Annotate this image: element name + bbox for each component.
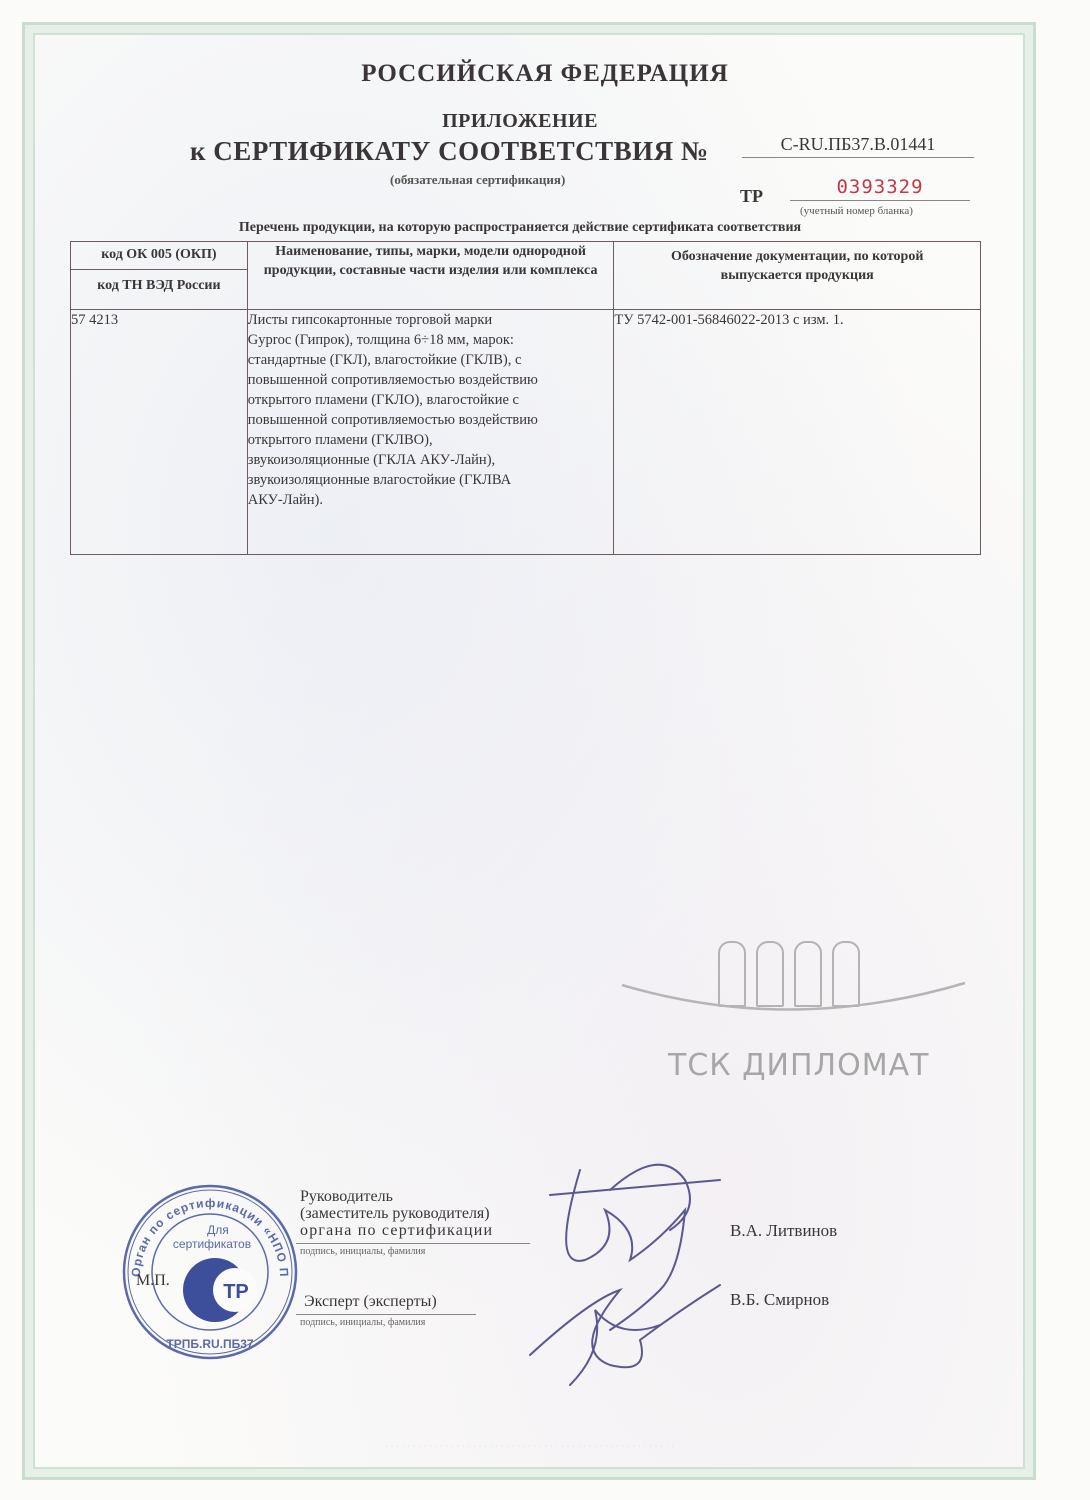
head-label-1: Руководитель [300, 1188, 393, 1205]
product-documentation: ТУ 5742-001-56846022-2013 с изм. 1. [614, 310, 981, 555]
product-name-line: АКУ-Лайн). [247, 492, 323, 508]
product-name-line: открытого пламени (ГКЛВО), [247, 432, 433, 448]
head-caption: подпись, инициалы, фамилия [300, 1246, 426, 1257]
svg-text:ТРПБ.RU.ПБ37: ТРПБ.RU.ПБ37 [166, 1337, 254, 1351]
table-header-row [71, 242, 981, 310]
expert-name: В.Б. Смирнов [730, 1290, 830, 1309]
svg-text:Орган по сертификации «НПО ПОЖ: Орган по сертификации «НПО П [128, 1195, 292, 1278]
table-row [71, 310, 981, 555]
product-name-line: Gyproc (Гипрок), толщина 6÷18 мм, марок: [247, 332, 514, 348]
product-table [70, 241, 981, 555]
head-label-2: (заместитель руководителя) [300, 1205, 490, 1222]
blank-number-caption: (учетный номер бланка) [800, 205, 913, 217]
product-name-line: звукоизоляционные (ГКЛА АКУ-Лайн), [247, 452, 496, 468]
handwritten-signatures [510, 1150, 740, 1390]
product-name-line: звукоизоляционные влагостойкие (ГКЛВА [247, 472, 512, 488]
product-name-line: повышенной сопротивляемостью воздействию [247, 412, 538, 428]
product-name-header: Наименование, типы, марки, модели однородной продукции, составные части изделия или комплекса [247, 242, 614, 310]
diplomat-logo-graphic [620, 935, 970, 1025]
product-name [247, 310, 614, 555]
expert-label: Эксперт (эксперты) [304, 1293, 437, 1310]
head-name: В.А. Литвинов [730, 1221, 838, 1240]
frame-microtext: · · · · · · · · · · · · · · · · · · · · · · · · · · · · · · · · · · · · · · · · · · · · · · · · · · · · · [385, 1444, 675, 1450]
blank-number: 0393329 [790, 176, 970, 201]
logo-arc [620, 935, 970, 1025]
product-name-line: Листы гипсокартонные торговой марки [247, 312, 493, 328]
diplomat-logo-text: ТСК ДИПЛОМАТ [668, 1048, 930, 1083]
product-list-heading: Перечень продукции, на которую распространяется действие сертификата соответствия [238, 220, 802, 235]
okp-header: код ОК 005 (ОКП) [71, 242, 247, 270]
svg-text:сертификатов: сертификатов [172, 1237, 252, 1251]
svg-text:Для: Для [207, 1223, 229, 1237]
product-name-line: повышенной сопротивляемостью воздействию [247, 372, 538, 388]
stamp-place-label: М.П. [136, 1272, 170, 1289]
tnved-header: код ТН ВЭД России [97, 278, 221, 293]
certificate-title: к СЕРТИФИКАТУ СООТВЕТСТВИЯ № [190, 136, 709, 166]
product-name-line: стандартные (ГКЛ), влагостойкие (ГКЛВ), с [247, 352, 522, 368]
documentation-header: Обозначение документации, по которой выпускается продукция [614, 242, 981, 310]
product-name-line: открытого пламени (ГКЛО), влагостойкие с [247, 392, 519, 408]
expert-caption: подпись, инициалы, фамилия [300, 1317, 426, 1328]
code-header [71, 242, 248, 310]
certificate-number: C-RU.ПБ37.В.01441 [742, 134, 974, 158]
tp-label: ТР [740, 186, 764, 206]
appendix-title: ПРИЛОЖЕНИЕ [442, 110, 598, 132]
country-title: РОССИЙСКАЯ ФЕДЕРАЦИЯ [361, 60, 729, 87]
expert-signature-line [296, 1314, 476, 1315]
svg-text:ТР: ТР [223, 1281, 249, 1303]
certification-type: (обязательная сертификация) [390, 172, 566, 187]
head-signature-line [296, 1243, 530, 1244]
product-code: 57 4213 [71, 310, 248, 555]
head-label-3: органа по сертификации [300, 1222, 494, 1239]
